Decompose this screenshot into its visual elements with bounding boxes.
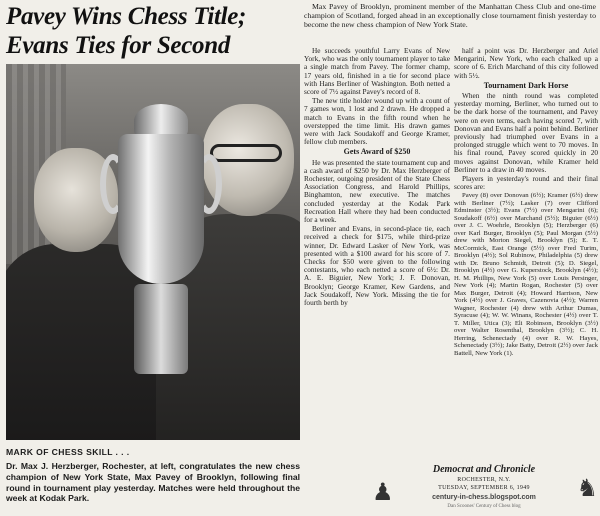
article-paragraph: Players in yesterday's round and their final scores are: [454, 174, 598, 192]
article-paragraph: half a point was Dr. Herzberger and Ariel Mengarini, New York, who each chalked up a score of 6. Erich Marchand of this city followed with 5½. [454, 46, 598, 80]
article-paragraph: The new title holder wound up with a count of 7 games won, 1 lost and 2 drawn. He dropped a match to Evans in the fifth round when he overstepped the time limit. His drawn games were with Jack Soudakoff and George Kramer, fellow club members. [304, 96, 450, 147]
subhead-award: Gets Award of $250 [343, 147, 411, 157]
newspaper-masthead [372, 464, 598, 514]
masthead-date: TUESDAY, SEPTEMBER 6, 1949 [438, 485, 530, 491]
article-paragraph: He succeeds youthful Larry Evans of New York, who was the only tournament player to take a single match from Pavey. The former champ, 17 years old, finished in a tie for second place with Hans Berliner of Washington. Both netted a score of 7½ against Pavey's record of 8. [304, 46, 450, 97]
masthead-title: Democrat and Chronicle [432, 464, 536, 475]
trophy-base [134, 284, 188, 374]
subhead-dark-horse: Tournament Dark Horse [483, 80, 569, 90]
scores-text: Pavey (8) over Donovan (6½); Kramer (6½) drew with Berliner (7½); Lasker (7) over Clifford Edminster (3½); Evans (7½) over Mengarini (6); Soudakoff (6½) over Marchand (5½); Biguier (6½) over J. C. Woehrle, Brooklyn (5); Herzberger (6) over Karl Burger, Brooklyn (5); Paul Morgan (5½) drew with Morton Siegel, Brooklyn (5); E. T. McCormick, East Orange (5½) over Fred Turim, Brooklyn (4½); Sol Rubinow, Philadelphia (5) drew with Dr. Bruno Schmidt, Detroit (5); D. Siegel, Brooklyn (4½) over G. Kuperstock, Brooklyn (4½); H. M. Phillips, New York (5) over Louis Persinger, New York (4); Martin Rogan, Rochester (5) over Max Burger, Detroit (4); Howard Harrison, New York (4½) over J. Graves, Cazenovia (4½); Warren Wagner, Rochester (4) drew with Arthur Dumas, Syracuse (4); W. W. Winans, Rochester (4½) over T. T. Miller, Utica (3); Eli Robinson, Brooklyn (3½) over Walter Rosenthal, Brooklyn (3½); C. H. Herring, Schenectady (4) over R. W. Hayes, Schenectady (3½); Jake Batty, Detroit (2½) over Jack Battell, New York (1). [454, 192, 598, 357]
article-paragraph: When the ninth round was completed yesterday morning, Berliner, who turned out to be the dark horse of the tournament, and Pavey were on even terms, each having scored 7, with Donovan and Evans half a point behind. Berliner previously had triumphed over Evans in a prolonged struggle which went to 70 moves. In his final round, Pavey scored quickly in 20 moves against Donovan, while Kramer held Berliner to a draw in 40 moves. [454, 91, 598, 174]
news-photo [6, 64, 300, 440]
blog-url: century-in-chess.blogspot.com [432, 494, 536, 501]
trophy-cup [118, 134, 204, 284]
headline [6, 2, 306, 60]
photo-glasses [210, 144, 282, 162]
article-paragraph: He was presented the state tournament cup and a cash award of $250 by Dr. Max Herzberger of Rochester, outgoing president of the State Chess Association Congress, and Harold Phillips, Binghamton, new executive. The matches concluded yesterday at the Kodak Park Recreation Hall where they had been conducted for a week. [304, 157, 450, 225]
masthead-place: ROCHESTER, N.Y. [457, 477, 511, 483]
lead-paragraph [304, 3, 596, 30]
final-scores [454, 192, 598, 357]
article-paragraph: Berliner and Evans, in second-place tie, each received a check for $175, while third-prize winner, Dr. Edward Lasker of New York, was presented with a $100 award for his score of 7. Checks for $50 were given to the following contestants, who each netted a score of 6½: Dr. A. E. Biguier, New York; J. F. Donovan, Brooklyn; George Kramer, Kew Gardens, and Jack Soudakoff, New York. Missing the tie for fourth berth by [304, 224, 450, 308]
chess-knight-icon: ♞ [576, 476, 598, 502]
lead-text: Max Pavey of Brooklyn, prominent member of the Manhattan Chess Club and one-time champion of Scotland, forged ahead in an exceptionally close tournament finish yesterday to become the new chess champion of New York State. [304, 2, 596, 29]
headline-line-1: Pavey Wins Chess Title; [6, 3, 247, 30]
caption-heading: MARK OF CHESS SKILL . . . [6, 447, 130, 457]
photo-caption: Dr. Max J. Herzberger, Rochester, at left, congratulates the new chess champion of New York State, Max Pavey of Brooklyn, following final round in tournament play yesterday. Matches were held throughout the week at Kodak Park. [6, 461, 300, 504]
headline-line-2: Evans Ties for Second [6, 32, 231, 59]
blog-credit: Dan Scoones' Century of Chess blog [447, 504, 521, 509]
trophy-lid [134, 104, 188, 138]
article-column-middle [304, 47, 450, 308]
chess-pawn-icon: ♟ [372, 480, 394, 506]
article-column-right [454, 47, 598, 358]
